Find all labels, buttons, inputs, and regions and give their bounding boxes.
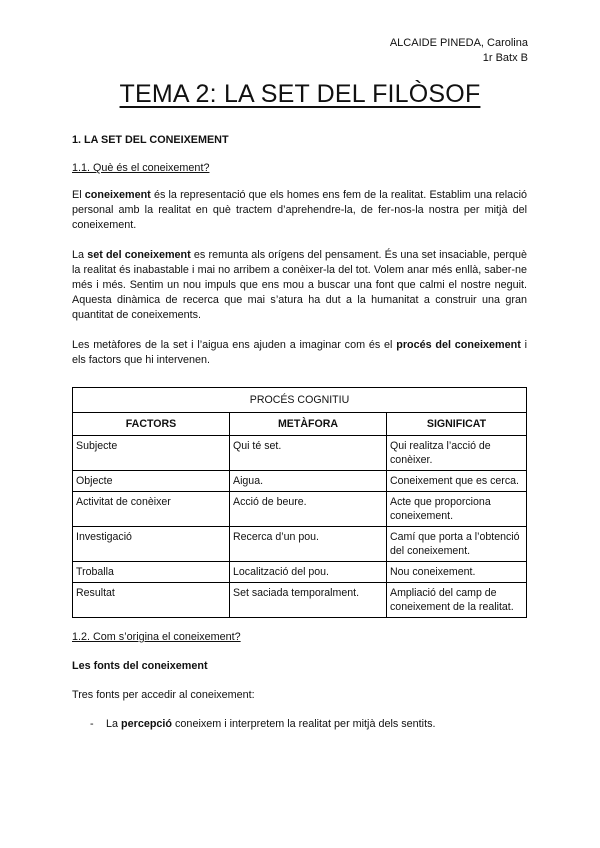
table-caption: PROCÉS COGNITIU bbox=[73, 388, 527, 413]
column-header: METÀFORA bbox=[230, 413, 387, 436]
document-body bbox=[72, 133, 527, 732]
list-item bbox=[72, 717, 527, 732]
table-row bbox=[73, 436, 527, 471]
paragraph-coneixement bbox=[72, 188, 527, 233]
table-cell: Subjecte bbox=[73, 436, 230, 471]
bold-term: set del coneixement bbox=[87, 249, 191, 261]
subsection-heading-2: 1.2. Com s’origina el coneixement? bbox=[72, 631, 241, 643]
subsection-heading: 1.1. Què és el coneixement? bbox=[72, 162, 210, 174]
text-run: es remunta als orígens del pensament. És una set insaciable, perquè la realitat és inabastable i mai no arribem a conèixer-la del tot. Volem anar més enllà, saber-ne més i més. Sentim un nou impuls que ens mou a buscar una font que calmi el nostre neguit. Aquesta dinàmica de recerca que mai s’atura ha dut a la humanitat a construir una gran quantitat de coneixements. bbox=[72, 249, 527, 321]
table-cell: Acció de beure. bbox=[230, 492, 387, 527]
page-title: TEMA 2: LA SET DEL FILÒSOF bbox=[119, 80, 481, 108]
table-header-row bbox=[73, 413, 527, 436]
author-name: ALCAIDE PINEDA, Carolina bbox=[389, 37, 528, 49]
fonts-heading: Les fonts del coneixement bbox=[72, 660, 208, 672]
document-header bbox=[390, 36, 528, 66]
column-header: FACTORS bbox=[73, 413, 230, 436]
table-cell: Activitat de conèixer bbox=[73, 492, 230, 527]
text-run: La bbox=[106, 718, 122, 730]
table-row bbox=[73, 471, 527, 492]
table-cell: Acte que proporciona coneixement. bbox=[387, 492, 527, 527]
bold-term: coneixement bbox=[84, 189, 151, 201]
column-header: SIGNIFICAT bbox=[387, 413, 527, 436]
text-run: és la representació que els homes ens fem de la realitat. Establim una relació personal amb la realitat en què tractem d’aprehendre-la, de fer-nos-la nostra per mitjà del coneixement. bbox=[72, 189, 527, 231]
table-cell: Ampliació del camp de coneixement de la realitat. bbox=[387, 583, 527, 618]
table-row bbox=[73, 583, 527, 618]
course-label: 1r Batx B bbox=[482, 52, 528, 64]
table-cell: Troballa bbox=[73, 562, 230, 583]
table-cell: Objecte bbox=[73, 471, 230, 492]
fonts-intro: Tres fonts per accedir al coneixement: bbox=[72, 689, 255, 701]
bold-term: percepció bbox=[121, 718, 173, 730]
table-cell: Aigua. bbox=[230, 471, 387, 492]
paragraph-set-coneixement bbox=[72, 248, 527, 323]
table-cell: Set saciada temporalment. bbox=[230, 583, 387, 618]
table-cell: Localització del pou. bbox=[230, 562, 387, 583]
bold-term: procés del coneixement bbox=[396, 339, 521, 351]
bullet-dash: - bbox=[90, 718, 94, 730]
proces-cognitiu-table bbox=[72, 387, 527, 618]
text-run: El bbox=[72, 189, 85, 201]
section-heading: 1. LA SET DEL CONEIXEMENT bbox=[72, 134, 229, 146]
table-cell: Recerca d’un pou. bbox=[230, 527, 387, 562]
table-cell: Coneixement que es cerca. bbox=[387, 471, 527, 492]
paragraph-metafores bbox=[72, 338, 527, 368]
table-cell: Investigació bbox=[73, 527, 230, 562]
table-cell: Camí que porta a l’obtenció del coneixement. bbox=[387, 527, 527, 562]
text-run: coneixem i interpretem la realitat per mitjà dels sentits. bbox=[172, 718, 436, 730]
table-row bbox=[73, 527, 527, 562]
table-cell: Nou coneixement. bbox=[387, 562, 527, 583]
text-run: La bbox=[72, 249, 88, 261]
table-cell: Qui té set. bbox=[230, 436, 387, 471]
text-run: i els factors que hi intervenen. bbox=[72, 339, 527, 366]
table-cell: Resultat bbox=[73, 583, 230, 618]
table-cell: Qui realitza l’acció de conèixer. bbox=[387, 436, 527, 471]
table-row bbox=[73, 562, 527, 583]
table-caption-row bbox=[73, 388, 527, 413]
table-row bbox=[73, 492, 527, 527]
text-run: Les metàfores de la set i l’aigua ens ajuden a imaginar com és el bbox=[72, 339, 397, 351]
